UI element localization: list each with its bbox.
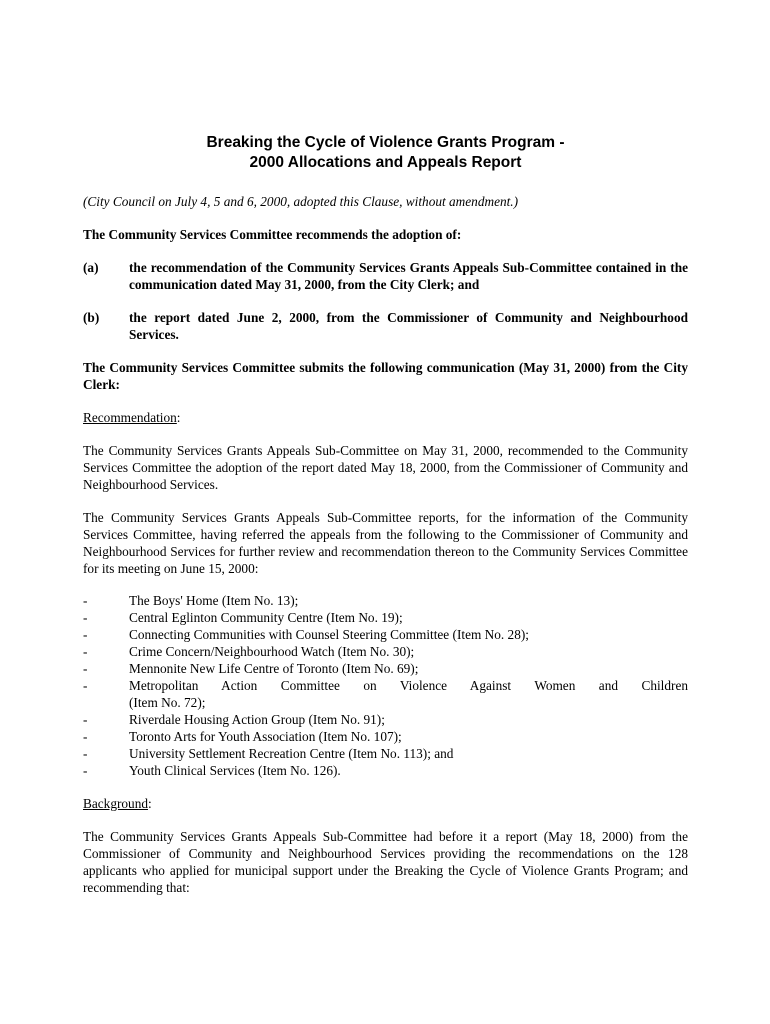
list-item-text: Youth Clinical Services (Item No. 126). [129, 763, 341, 778]
list-dash: - [83, 746, 88, 761]
list-dash: - [83, 644, 88, 659]
recommendation-heading-line [83, 409, 688, 426]
recommendation-text: the recommendation of the Community Services Grants Appeals Sub-Committee contained in the communication dated May 31, 2000, from the City Clerk; and [129, 260, 688, 292]
recommendation-item-b [83, 309, 688, 343]
list-item [83, 762, 688, 779]
list-dash: - [83, 627, 88, 642]
title-line-1: Breaking the Cycle of Violence Grants Program - [206, 134, 565, 151]
list-item-text: Toronto Arts for Youth Association (Item No. 107); [129, 729, 402, 744]
list-item [83, 728, 688, 745]
list-item-text: University Settlement Recreation Centre (Item No. 113); and [129, 746, 454, 761]
list-dash: - [83, 610, 88, 625]
list-dash: - [83, 712, 88, 727]
committee-recommends: The Community Services Committee recommends the adoption of: [83, 227, 462, 242]
recommendation-label: (a) [83, 260, 99, 275]
appeals-list [83, 592, 688, 779]
submits-statement: The Community Services Committee submits the following communication (May 31, 2000) from the City Clerk: [83, 360, 688, 392]
list-item-text: Mennonite New Life Centre of Toronto (Item No. 69); [129, 661, 419, 676]
background-heading-colon: : [148, 796, 152, 811]
list-dash: - [83, 593, 88, 608]
list-item [83, 643, 688, 660]
background-heading-line [83, 795, 688, 812]
list-item [83, 592, 688, 609]
list-item [83, 626, 688, 643]
list-item-text: (Item No. 72); [129, 695, 206, 710]
council-note: (City Council on July 4, 5 and 6, 2000, adopted this Clause, without amendment.) [83, 194, 519, 209]
list-item [83, 660, 688, 677]
list-item-text: Crime Concern/Neighbourhood Watch (Item No. 30); [129, 644, 415, 659]
list-item [83, 609, 688, 626]
list-item-continuation [83, 694, 688, 711]
list-item-text: The Boys' Home (Item No. 13); [129, 593, 299, 608]
list-item-text: Metropolitan Action Committee on Violence Against Women and Children [129, 678, 688, 693]
list-dash: - [83, 678, 88, 693]
list-item [83, 677, 688, 694]
background-paragraph: The Community Services Grants Appeals Sub-Committee had before it a report (May 18, 2000) from the Commissioner of Community and Neighbourhood Services providing the recommendations on the 128 applicants who applied for municipal support under the Breaking the Cycle of Violence Grants Program; and recommending that: [83, 829, 688, 895]
reports-paragraph: The Community Services Grants Appeals Sub-Committee reports, for the information of the Community Services Committee, having referred the appeals from the following to the Commissioner of Community and Neighbourhood Services for further review and recommendation thereon to the Community Services Committee for its meeting on June 15, 2000: [83, 510, 688, 576]
recommendation-heading: Recommendation [83, 410, 177, 425]
recommendation-heading-colon: : [176, 410, 181, 425]
list-item [83, 745, 688, 762]
list-dash: - [83, 661, 88, 676]
list-item-text: Central Eglinton Community Centre (Item No. 19); [129, 610, 403, 625]
document-content [83, 133, 688, 896]
list-item [83, 711, 688, 728]
recommendation-label: (b) [83, 310, 100, 325]
list-dash: - [83, 729, 88, 744]
title-line-2: 2000 Allocations and Appeals Report [249, 154, 522, 171]
page-title [83, 133, 688, 173]
recommendation-text: the report dated June 2, 2000, from the Commissioner of Community and Neighbourhood Services. [129, 310, 688, 342]
list-item-text: Riverdale Housing Action Group (Item No. 91); [129, 712, 385, 727]
recommendation-paragraph: The Community Services Grants Appeals Sub-Committee on May 31, 2000, recommended to the Community Services Committee the adoption of the report dated May 18, 2000, from the Commissioner of Community and Neighbourhood Services. [83, 443, 688, 492]
list-item-text: Connecting Communities with Counsel Steering Committee (Item No. 28); [129, 627, 529, 642]
background-heading: Background [83, 796, 148, 811]
list-dash: - [83, 763, 88, 778]
recommendation-item-a [83, 259, 688, 293]
